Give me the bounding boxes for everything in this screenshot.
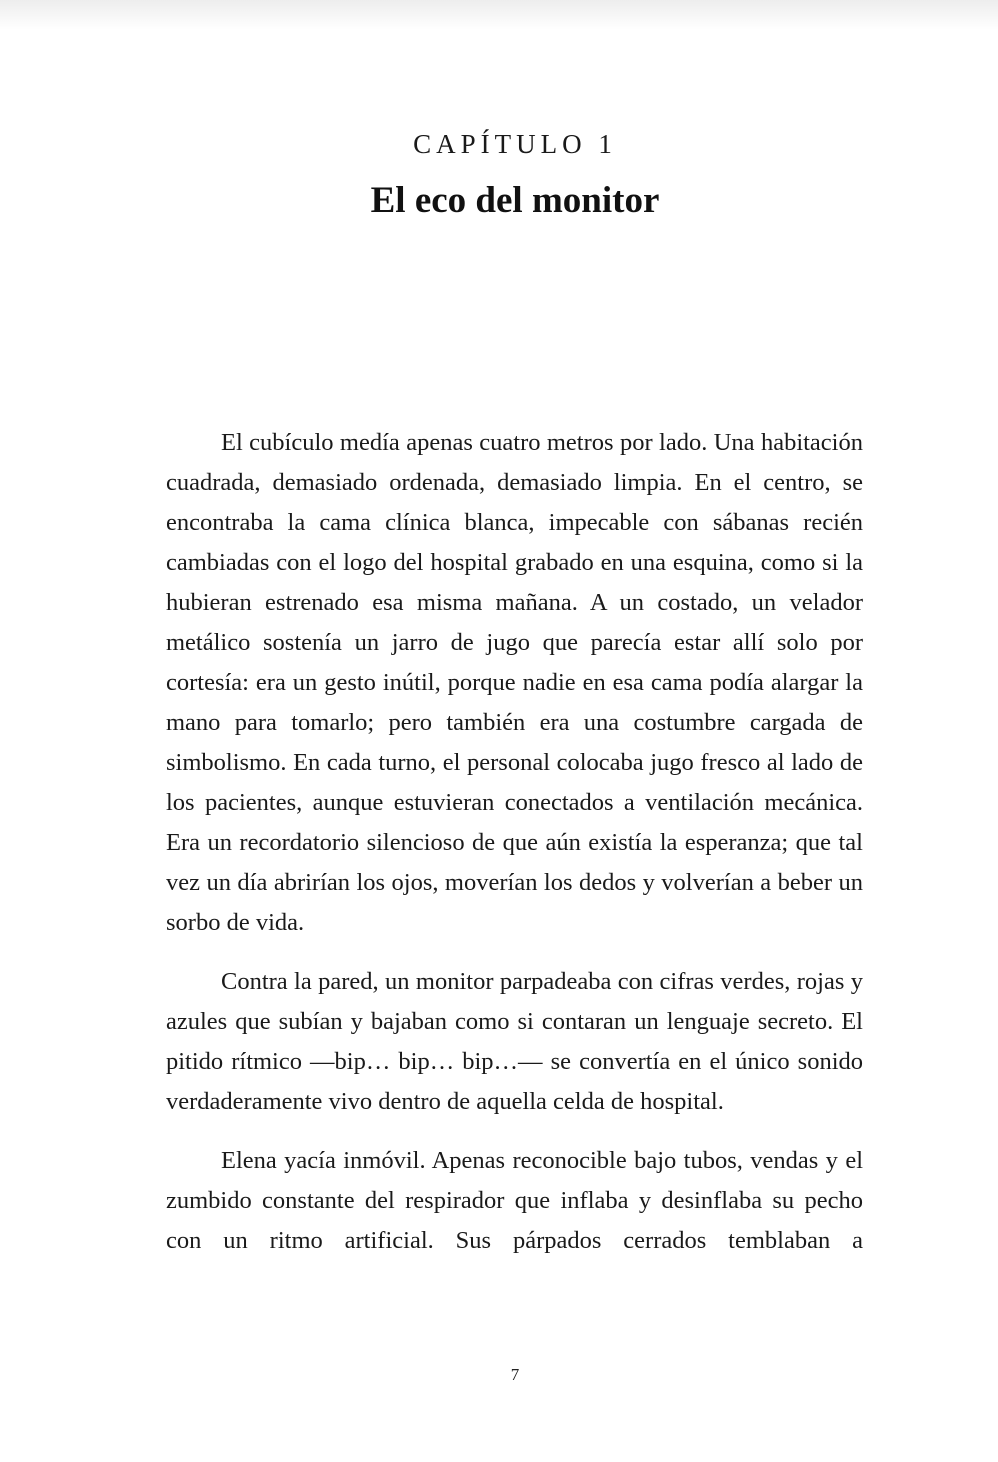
chapter-body	[166, 423, 863, 1280]
paragraph: Elena yacía inmóvil. Apenas reconocible bajo tubos, vendas y el zumbido constante del respirador que inflaba y desinflaba su pecho con un ritmo artificial. Sus párpados cerrados temblaban a	[166, 1147, 863, 1254]
page-number: 7	[510, 1365, 520, 1384]
chapter-title: El eco del monitor	[370, 180, 660, 221]
paragraph: El cubículo medía apenas cuatro metros por lado. Una habitación cuadrada, demasiado ordenada, demasiado limpia. En el centro, se encontraba la cama clínica blanca, impecable con sábanas recién cambiadas con el logo del hospital grabado en una esquina, como si la hubieran estrenado esa misma mañana. A un costado, un velador metálico sostenía un jarro de jugo que parecía estar allí solo por cortesía: era un gesto inútil, porque nadie en esa cama podía alargar la mano para tomarlo; pero también era una costumbre cargada de simbolismo. En cada turno, el personal colocaba jugo fresco al lado de los pacientes, aunque estuvieran conectados a ventilación mecánica. Era un recordatorio silencioso de que aún existía la esperanza; que tal vez un día abrirían los ojos, moverían los dedos y volverían a beber un sorbo de vida.	[166, 429, 863, 936]
chapter-label: CAPÍTULO 1	[413, 129, 617, 159]
paragraph: Contra la pared, un monitor parpadeaba con cifras verdes, rojas y azules que subían y bajaban como si contaran un lenguaje secreto. El pitido rítmico —bip… bip… bip…— se convertía en el único sonido verdaderamente vivo dentro de aquella celda de hospital.	[166, 968, 863, 1115]
